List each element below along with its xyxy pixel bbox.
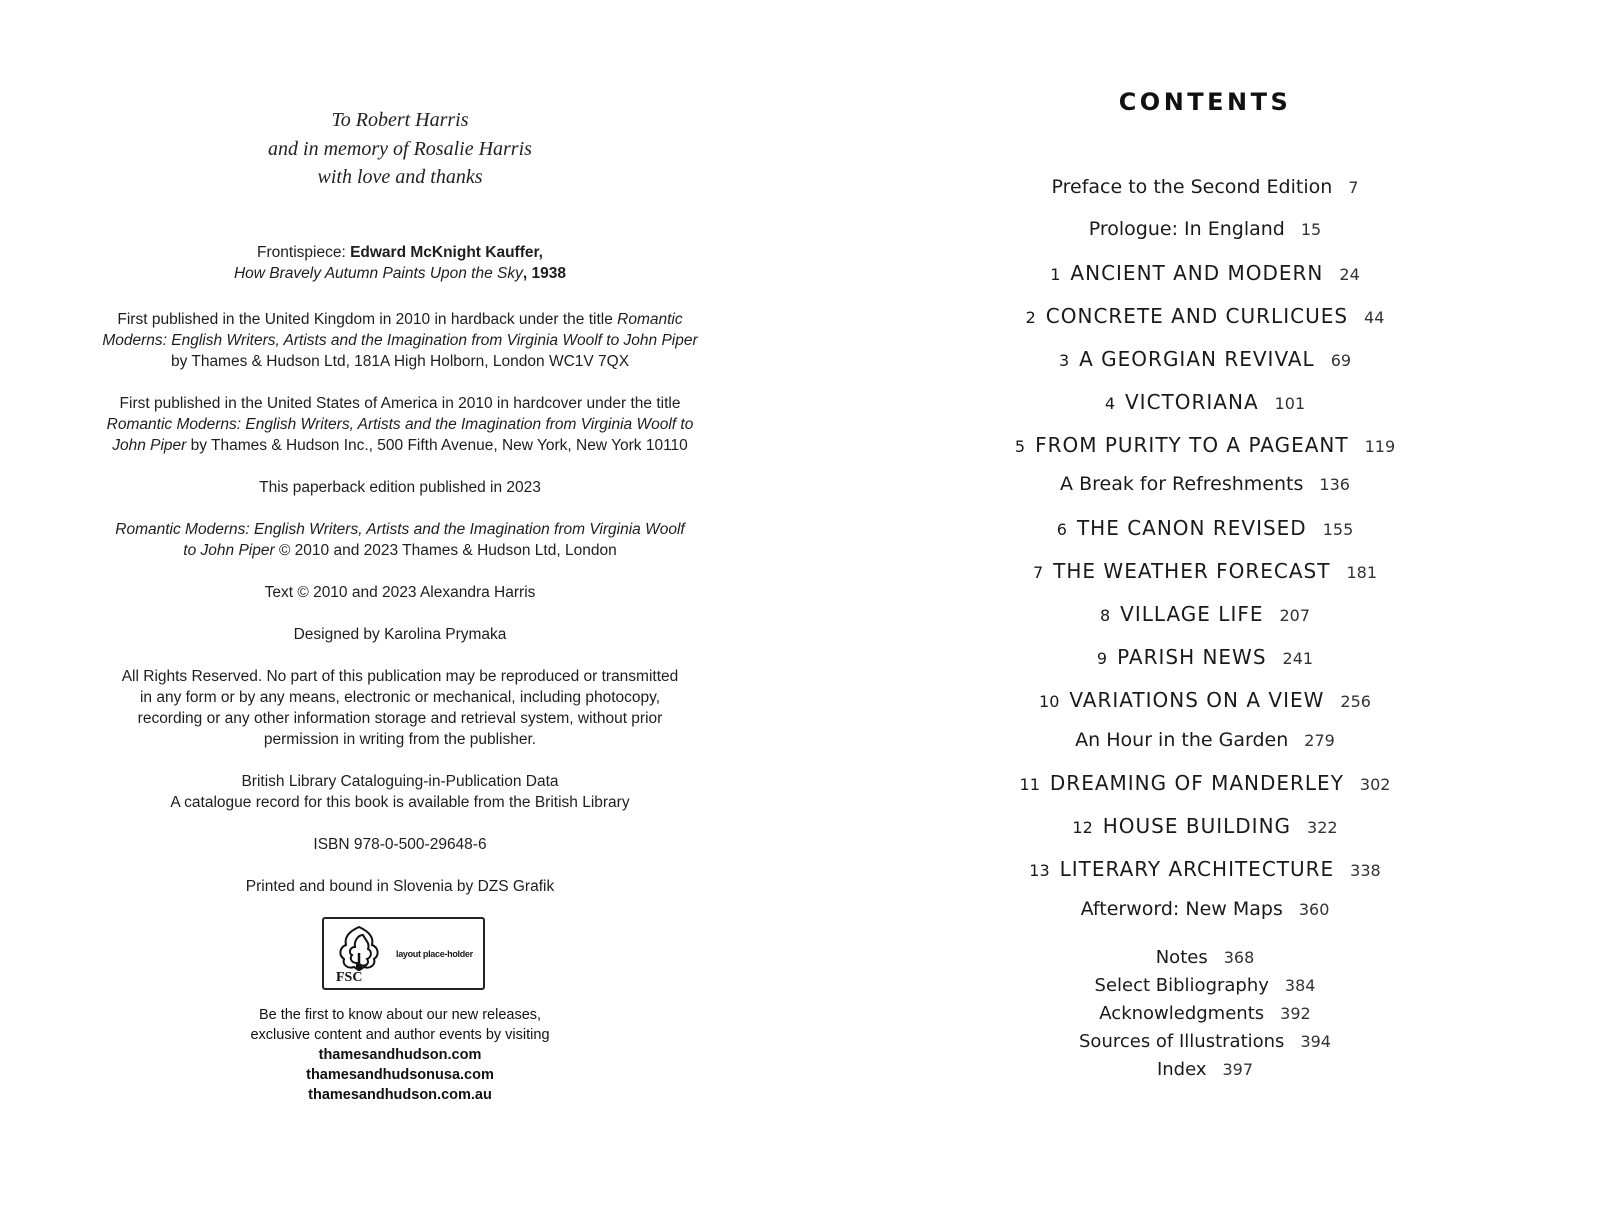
toc-page-number: 15	[1300, 220, 1322, 239]
toc-page-number: 69	[1330, 351, 1352, 370]
toc-page-number: 256	[1340, 692, 1371, 711]
toc-page-number: 322	[1307, 818, 1338, 837]
uk-publication	[100, 309, 700, 372]
toc-chapter-number: 3	[1058, 351, 1070, 370]
website-link[interactable]: thamesandhudsonusa.com	[306, 1067, 494, 1083]
toc-title: ANCIENT AND MODERN	[1070, 261, 1324, 285]
toc-chapter-number: 4	[1104, 394, 1115, 413]
uk-title: Romantic	[617, 311, 683, 328]
toc-chapter-number: 6	[1056, 520, 1067, 539]
toc-title: LITERARY ARCHITECTURE	[1059, 857, 1335, 881]
fsc-placeholder: layout place-holder	[396, 949, 473, 959]
cip-line: British Library Cataloguing-in-Publication Data	[241, 773, 559, 790]
imprint	[100, 242, 700, 897]
toc-page-number: 394	[1300, 1032, 1331, 1051]
toc-entry[interactable]	[800, 947, 1600, 968]
cip-line: A catalogue record for this book is available from the British Library	[170, 794, 630, 811]
rights-notice	[100, 666, 700, 750]
text-copyright: Text © 2010 and 2023 Alexandra Harris	[264, 584, 536, 601]
frontispiece-credit	[100, 242, 700, 284]
toc-chapter-number: 1	[1050, 265, 1061, 284]
toc-title: THE CANON REVISED	[1076, 516, 1307, 540]
toc-title: PARISH NEWS	[1117, 645, 1267, 669]
printer-credit: Printed and bound in Slovenia by DZS Grafik	[245, 878, 555, 895]
toc-entry[interactable]	[800, 898, 1600, 920]
cip-data	[100, 771, 700, 813]
toc-entry[interactable]	[800, 176, 1600, 198]
toc-title: A GEORGIAN REVIVAL	[1079, 347, 1315, 371]
toc-page-number: 392	[1280, 1004, 1311, 1023]
toc-page-number: 24	[1339, 265, 1360, 284]
toc-chapter-number: 9	[1096, 649, 1108, 668]
uk-title: Moderns: English Writers, Artists and the Imagination from Virginia Woolf to John Piper	[102, 332, 698, 349]
isbn: ISBN 978-0-500-29648-6	[313, 836, 487, 853]
toc-page-number: 207	[1279, 606, 1311, 625]
frontispiece-year: , 1938	[522, 265, 566, 282]
toc-page-number: 338	[1350, 861, 1381, 880]
dedication-line: and in memory of Rosalie Harris	[268, 137, 532, 160]
copyright-holder: © 2010 and 2023 Thames & Hudson Ltd, London	[274, 542, 617, 559]
toc-entry[interactable]	[800, 1031, 1600, 1052]
toc-entry[interactable]	[800, 433, 1600, 457]
toc-page-number: 136	[1319, 475, 1350, 494]
us-publisher: by Thames & Hudson Inc., 500 Fifth Avenue, New York, New York 10110	[186, 437, 688, 454]
contents-title: CONTENTS	[1118, 88, 1292, 116]
rights-line: All Rights Reserved. No part of this publication may be reproduced or transmitted	[121, 668, 679, 685]
toc-page-number: 241	[1282, 649, 1314, 668]
us-line: First published in the United States of America in 2010 in hardcover under the title	[119, 395, 681, 412]
contents-page	[800, 0, 1600, 1228]
toc-chapter-number: 12	[1072, 818, 1093, 837]
toc-title: Afterword: New Maps	[1080, 898, 1283, 920]
toc-title: VICTORIANA	[1125, 390, 1259, 414]
toc-entry[interactable]	[800, 688, 1600, 712]
dedication-line: To Robert Harris	[331, 109, 469, 131]
toc-page-number: 119	[1364, 437, 1396, 456]
toc-title: VARIATIONS ON A VIEW	[1069, 688, 1325, 712]
us-title: John Piper	[112, 437, 187, 454]
fsc-mark: FSC	[336, 970, 363, 985]
toc-chapter-number: 13	[1029, 861, 1050, 880]
toc-page-number: 279	[1304, 731, 1335, 750]
toc-entry[interactable]	[800, 771, 1600, 795]
toc-page-number: 44	[1364, 308, 1385, 327]
rights-line: permission in writing from the publisher.	[263, 731, 537, 748]
designer-credit: Designed by Karolina Prymaka	[293, 626, 507, 643]
toc-title: DREAMING OF MANDERLEY	[1049, 771, 1344, 795]
uk-line: First published in the United Kingdom in 2010 in hardback under the title	[117, 311, 618, 328]
uk-publisher: by Thames & Hudson Ltd, 181A High Holborn, London WC1V 7QX	[170, 353, 630, 370]
toc-title: Acknowledgments	[1099, 1003, 1265, 1024]
promo-line: exclusive content and author events by visiting	[250, 1027, 550, 1043]
toc-title: THE WEATHER FORECAST	[1053, 559, 1331, 583]
promo-line: Be the first to know about our new releases,	[258, 1007, 542, 1023]
toc-chapter-number: 5	[1014, 437, 1026, 456]
toc-title: Notes	[1155, 947, 1208, 968]
toc-title: A Break for Refreshments	[1060, 473, 1304, 495]
paperback-edition: This paperback edition published in 2023	[259, 479, 541, 496]
toc-page-number: 155	[1322, 520, 1354, 539]
book-copyright	[100, 519, 700, 561]
toc-page-number: 397	[1222, 1060, 1254, 1079]
toc-page-number: 7	[1348, 178, 1359, 197]
copyright-title: to John Piper	[183, 542, 275, 559]
us-publication	[100, 393, 700, 456]
toc-page-number: 302	[1359, 775, 1391, 794]
toc-entry[interactable]	[800, 814, 1600, 838]
toc-entry[interactable]	[800, 645, 1600, 669]
toc-entry[interactable]	[800, 390, 1600, 414]
copyright-title: Romantic Moderns: English Writers, Artists and the Imagination from Virginia Woolf	[115, 521, 685, 538]
toc-entry[interactable]	[800, 473, 1600, 495]
toc-title: VILLAGE LIFE	[1120, 602, 1264, 626]
toc-entry[interactable]	[800, 602, 1600, 626]
dedication	[0, 106, 800, 192]
toc-page-number: 181	[1346, 563, 1377, 582]
toc-title: An Hour in the Garden	[1075, 729, 1289, 751]
us-title: Romantic Moderns: English Writers, Artists and the Imagination from Virginia Woolf to	[106, 416, 694, 433]
toc-page-number: 384	[1284, 976, 1316, 995]
toc-title: HOUSE BUILDING	[1102, 814, 1292, 838]
toc-chapter-number: 11	[1019, 775, 1040, 794]
toc-entry[interactable]	[800, 857, 1600, 881]
toc-title: Sources of Illustrations	[1079, 1031, 1285, 1052]
toc-entry[interactable]	[800, 1059, 1600, 1080]
toc-title: Preface to the Second Edition	[1051, 176, 1333, 198]
toc-title: Index	[1156, 1059, 1207, 1080]
dedication-line: with love and thanks	[317, 166, 483, 188]
toc-entry[interactable]	[800, 347, 1600, 371]
toc-chapter-number: 10	[1039, 692, 1060, 711]
toc-title: Prologue: In England	[1088, 218, 1285, 240]
frontispiece-prefix: Frontispiece:	[257, 244, 351, 261]
toc-entry[interactable]	[800, 975, 1600, 996]
frontispiece-work: How Bravely Autumn Paints Upon the Sky	[233, 265, 523, 282]
toc-page-number: 368	[1223, 948, 1255, 967]
rights-line: recording or any other information storage and retrieval system, without prior	[137, 710, 663, 727]
toc-entry[interactable]	[800, 261, 1600, 285]
toc-title: CONCRETE AND CURLICUES	[1045, 304, 1349, 328]
website-link[interactable]: thamesandhudson.com	[318, 1047, 482, 1063]
toc-chapter-number: 8	[1099, 606, 1111, 625]
toc-entry[interactable]	[800, 516, 1600, 540]
toc-entry[interactable]	[800, 218, 1600, 240]
toc-page-number: 101	[1274, 394, 1306, 413]
website-link[interactable]: thamesandhudson.com.au	[308, 1087, 492, 1103]
toc-entry[interactable]	[800, 729, 1600, 751]
toc-entry[interactable]	[800, 559, 1600, 583]
promo	[150, 1005, 650, 1105]
frontispiece-artist: Edward McKnight Kauffer,	[350, 244, 543, 261]
fsc-tree-icon	[330, 923, 388, 985]
toc-chapter-number: 7	[1032, 563, 1044, 582]
toc-page-number: 360	[1298, 900, 1330, 919]
toc-entry[interactable]	[800, 1003, 1600, 1024]
rights-line: in any form or by any means, electronic or mechanical, including photocopy,	[139, 689, 661, 706]
toc-chapter-number: 2	[1025, 308, 1036, 327]
toc-entry[interactable]	[800, 304, 1600, 328]
fsc-logo	[322, 917, 485, 990]
toc-title: FROM PURITY TO A PAGEANT	[1035, 433, 1349, 457]
toc-title: Select Bibliography	[1094, 975, 1269, 996]
